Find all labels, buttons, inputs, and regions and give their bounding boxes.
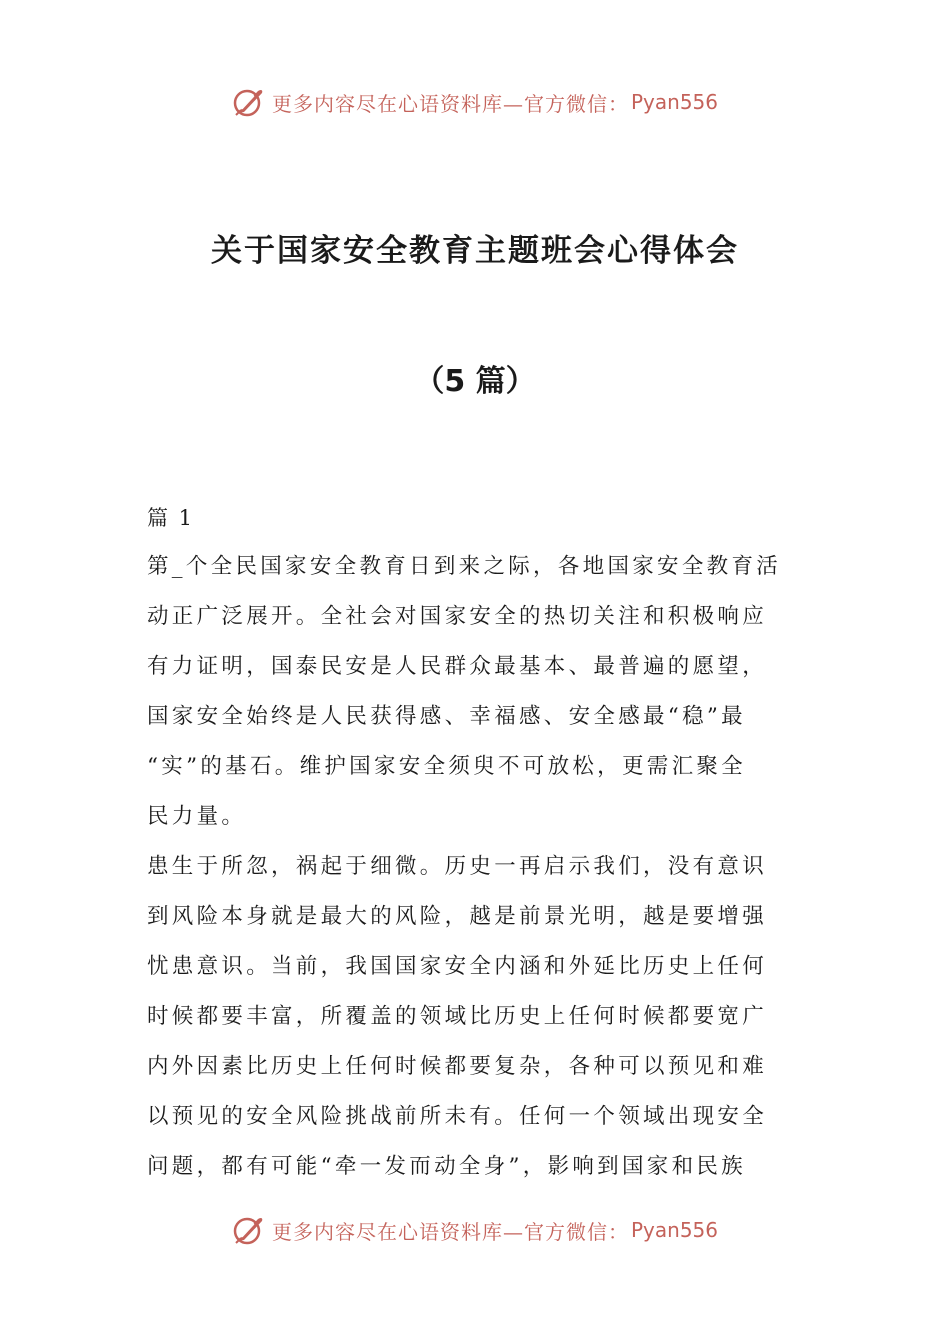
body-line: 到风险本身就是最大的风险，越是前景光明，越是要增强 (147, 904, 768, 929)
body-line: 以预见的安全风险挑战前所未有。任何一个领域出现安全 (147, 1104, 768, 1129)
document-body (147, 494, 807, 1192)
body-line: 问题，都有可能“牵一发而动全身”，影响到国家和民族 (147, 1154, 746, 1179)
quill-pen-logo-icon (232, 1213, 266, 1247)
wechat-id: Pyan556 (630, 1218, 718, 1242)
footer-watermark (0, 1210, 950, 1250)
header-watermark (0, 82, 950, 122)
document-subtitle: （5 篇） (414, 364, 536, 399)
body-line: 民力量。 (147, 804, 247, 829)
wechat-id: Pyan556 (630, 90, 718, 114)
body-line: 国家安全始终是人民获得感、幸福感、安全感最“稳”最 (147, 704, 746, 729)
section-label: 篇 1 (147, 506, 195, 530)
watermark-text: 更多内容尽在心语资料库—官方微信： (271, 1219, 629, 1244)
body-line: 患生于所忽，祸起于细微。历史一再启示我们，没有意识 (147, 854, 768, 879)
body-line: 动正广泛展开。全社会对国家安全的热切关注和积极响应 (147, 604, 768, 629)
body-line: 内外因素比历史上任何时候都要复杂，各种可以预见和难 (147, 1054, 768, 1079)
document-title: 关于国家安全教育主题班会心得体会 (211, 233, 739, 269)
quill-pen-logo-icon (232, 85, 266, 119)
body-line: 第_个全民国家安全教育日到来之际，各地国家安全教育活 (147, 554, 782, 579)
watermark-text: 更多内容尽在心语资料库—官方微信： (271, 91, 629, 116)
body-line: 忧患意识。当前，我国国家安全内涵和外延比历史上任何 (147, 954, 768, 979)
body-line: 有力证明，国泰民安是人民群众最基本、最普遍的愿望， (147, 654, 768, 679)
body-line: 时候都要丰富，所覆盖的领域比历史上任何时候都要宽广 (147, 1004, 768, 1029)
body-line: “实”的基石。维护国家安全须臾不可放松，更需汇聚全 (147, 754, 746, 779)
